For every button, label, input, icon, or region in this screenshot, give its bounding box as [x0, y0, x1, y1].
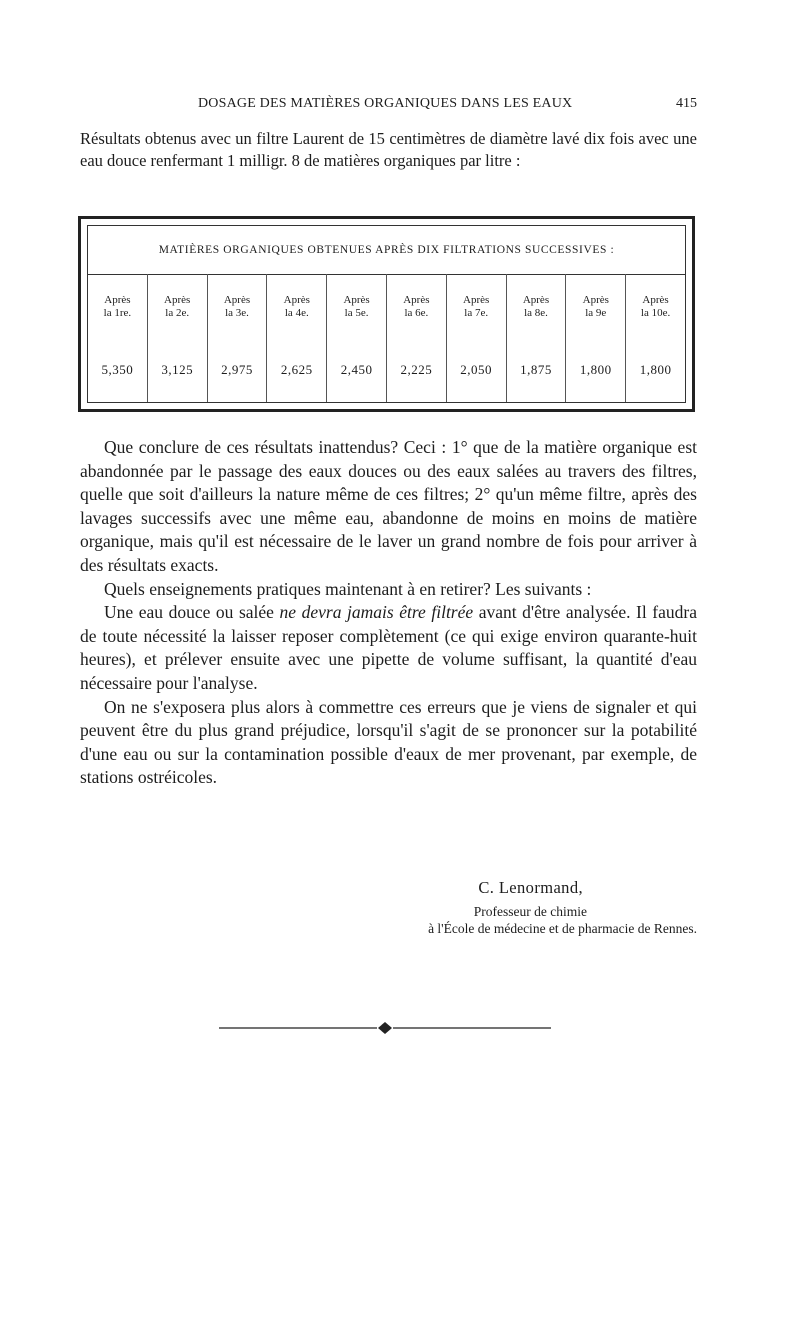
table-column: [626, 274, 685, 402]
table-columns: [88, 274, 685, 402]
column-value: 2,975: [221, 362, 253, 377]
column-header: [387, 294, 446, 320]
results-table: [78, 216, 695, 412]
column-value: 2,225: [400, 362, 433, 377]
column-header: [148, 294, 207, 320]
signature-block: [300, 878, 697, 937]
column-header-line1: Après: [582, 294, 609, 306]
table-column: [148, 274, 208, 402]
column-header: [507, 294, 566, 320]
author-name: C. Lenormand,: [478, 878, 583, 897]
column-value: 1,800: [639, 362, 672, 377]
column-header-line1: Après: [223, 294, 251, 306]
table-column: [327, 274, 387, 402]
column-header-line2: la 1re.: [103, 307, 132, 319]
column-header: [88, 294, 147, 320]
paragraph-lessons: Quels enseignements pratiques maintenant à en retirer? Les suivants :: [104, 578, 592, 599]
column-header-line2: la 2e.: [165, 307, 190, 319]
column-header-line2: la 3e.: [225, 307, 249, 319]
column-header: [626, 294, 685, 320]
column-header-line1: Après: [104, 294, 131, 306]
end-ornament-divider: [219, 1020, 551, 1036]
body-text: [80, 436, 697, 790]
column-header: [566, 294, 625, 320]
table-column: [507, 274, 567, 402]
paragraph-closing: On ne s'exposera plus alors à commettre ces erreurs que je viens de signaler et qui peuvent être du plus grand préjudice, lorsqu'il s'agit de se prononcer sur la potabilité d'une eau ou sur la contamination possible d'eaux de mer provenant, par exemple, de stations ostréicoles.: [80, 696, 697, 788]
column-header: [327, 294, 386, 320]
column-header-line1: Après: [283, 294, 310, 306]
table-column: [267, 274, 327, 402]
author-institution: à l'École de médecine et de pharmacie de Rennes.: [428, 921, 697, 936]
column-header-line1: Après: [343, 294, 370, 306]
table-column: [387, 274, 447, 402]
column-header: [267, 294, 326, 320]
table-column: [447, 274, 507, 402]
column-header-line2: la 6e.: [404, 307, 429, 319]
recommendation-start: Une eau douce ou salée: [104, 602, 280, 623]
column-value: 2,625: [280, 362, 313, 377]
column-header-line2: la 9e: [585, 307, 607, 319]
column-header: [208, 294, 267, 320]
running-title: DOSAGE DES MATIÈRES ORGANIQUES DANS LES EAUX: [198, 96, 573, 111]
column-header-line2: la 7e.: [464, 307, 489, 319]
column-header-line2: la 10e.: [640, 307, 671, 319]
column-value: 3,125: [161, 362, 194, 377]
column-header-line1: Après: [164, 294, 191, 306]
column-value: 2,450: [340, 362, 373, 377]
recommendation-end: avant d'être analysée. Il faudra de toute nécessité la laisser reposer complètement (ce qui exige environ quarante-huit heures), et prélever ensuite avec une pipette de volume suffisant, la quantité d'eau nécessaire pour l'analyse.: [80, 602, 697, 693]
table-column: [88, 274, 148, 402]
column-value: 5,350: [101, 362, 134, 377]
author-title: Professeur de chimie: [473, 904, 587, 919]
column-value: 1,800: [579, 362, 612, 377]
column-value: 2,050: [460, 362, 493, 377]
table-column: [566, 274, 626, 402]
results-table-inner: [87, 225, 686, 403]
column-header: [447, 294, 506, 320]
table-column: [208, 274, 268, 402]
column-header-line2: la 4e.: [284, 307, 309, 319]
paragraph-conclusions: Que conclure de ces résultats inattendus? Ceci : 1° que de la matière organique est abandonnée par le passage des eaux douces ou des eaux salées au travers des filtres, quelle que soit d'ailleurs la nature même de ces filtres; 2° qu'un même filtre, après des lavages successifs avec une même eau, abandonne de moins en moins de matière organique, mais qu'il est nécessaire de le laver un grand nombre de fois pour arriver à des résultats exacts.: [80, 437, 697, 575]
paragraph-recommendation: [80, 601, 697, 695]
page-header: [80, 96, 697, 116]
recommendation-emphasis: ne devra jamais être filtrée: [279, 602, 474, 623]
column-header-line2: la 8e.: [524, 307, 548, 319]
column-header-line1: Après: [403, 294, 430, 306]
column-header-line1: Après: [522, 294, 550, 306]
column-header-line2: la 5e.: [344, 307, 369, 319]
column-value: 1,875: [520, 362, 552, 377]
page-number: 415: [676, 96, 697, 111]
intro-paragraph: Résultats obtenus avec un filtre Laurent de 15 centimètres de diamètre lavé dix fois avec une eau douce renfermant 1 milligr. 8 de matières organiques par litre :: [80, 129, 697, 170]
column-header-line1: Après: [463, 294, 490, 306]
table-heading: MATIÈRES ORGANIQUES OBTENUES APRÈS DIX FILTRATIONS SUCCESSIVES :: [88, 226, 685, 275]
column-header-line1: Après: [642, 294, 669, 306]
